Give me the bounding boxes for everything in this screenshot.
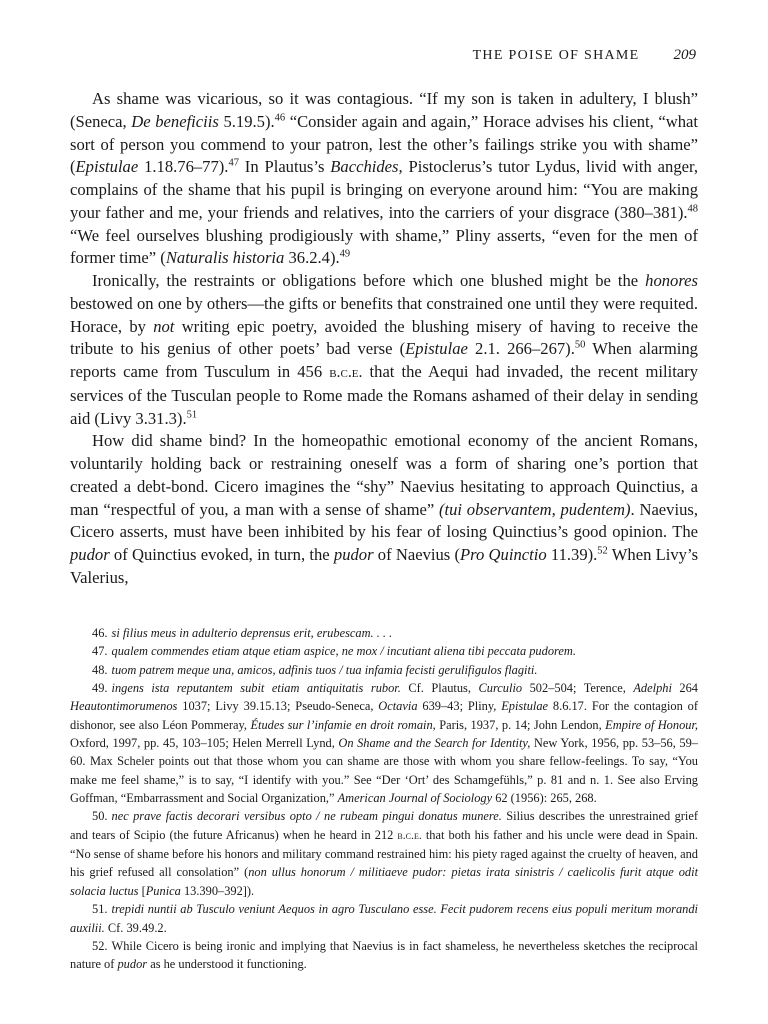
body-paragraph: [70, 270, 698, 430]
italic-text: Curculio: [478, 681, 523, 696]
italic-text: nec prave factis decorari versibus opto / ne rubeam pingui donatus munere.: [111, 809, 502, 824]
page-number: 209: [673, 47, 696, 63]
footnote: [70, 679, 698, 807]
body-paragraph: [70, 88, 698, 270]
text-run: Oxford, 1997, pp. 45, 103–105; Helen Merrell Lynd,: [70, 736, 339, 751]
text-run: 502–504; Terence,: [522, 681, 634, 696]
italic-text: Epistulae: [75, 157, 139, 177]
text-run: 639–43; Pliny,: [417, 699, 502, 714]
text-run: 1037; Livy 39.15.13; Pseudo-Seneca,: [177, 699, 379, 714]
italic-text: (tui observantem, pudentem): [438, 499, 631, 519]
italic-text: American Journal of Sociology: [337, 791, 493, 806]
italic-text: Bacchides,: [330, 157, 403, 177]
footnotes: [70, 624, 698, 974]
text-run: Cf. Plautus,: [400, 681, 479, 696]
italic-text: Punica: [145, 883, 181, 898]
italic-text: pudor: [333, 545, 374, 564]
text-run: “Consider again and again,” Horace advises his client, “what sort of person you commend to your patron, lest the other’s failings strike you with shame” (: [70, 111, 699, 177]
text-run: 36.2.4).: [284, 248, 340, 268]
footnote-number: 50.: [92, 809, 108, 824]
footnote-number: 47.: [92, 644, 108, 659]
footnote-reference: 51: [186, 408, 198, 420]
text-run: 62 (1956): 265, 268.: [492, 791, 597, 806]
italic-text: trepidi nuntii ab Tusculo veniunt Aequos in agro Tusculano esse. Fecit pudorem recens eius populi meritum morandi auxilii.: [70, 902, 698, 935]
text-run: writing epic poetry, avoided the blushing misery of having to receive the tribute to his genius of other poets’ bad verse (: [70, 316, 698, 359]
text-run: as he understood it functioning.: [147, 957, 307, 972]
footnote-reference: 46: [274, 112, 286, 124]
footnote: [70, 624, 698, 642]
footnote: [70, 937, 698, 974]
running-head-title: THE POISE OF SHAME: [472, 48, 640, 63]
italic-text: Epistulae: [501, 699, 549, 714]
text-run: Paris, 1937, p. 14; John Lendon,: [435, 717, 606, 732]
italic-text: Pro Quinctio: [460, 545, 547, 564]
small-caps-text: b.c.e.: [397, 828, 422, 842]
italic-text: pudor: [117, 957, 148, 972]
text-run: 8.6.17. For the contagion of dishonor, see also Léon Pommeray,: [70, 699, 698, 732]
italic-text: pudor: [70, 545, 110, 564]
footnote-reference: 50: [574, 339, 586, 351]
footnote-number: 51.: [92, 902, 108, 917]
text-run: [: [138, 883, 146, 898]
italic-text: Adelphi: [633, 681, 672, 696]
italic-text: qualem commendes etiam atque etiam aspice, ne mox / incutiant aliena tibi peccata pudorem.: [111, 644, 576, 659]
footnote-number: 46.: [92, 626, 108, 640]
body-text: [70, 88, 698, 590]
footnote-reference: 52: [597, 545, 608, 557]
text-run: 2.1. 266–267).: [467, 339, 575, 359]
text-run: of Naevius (: [373, 545, 461, 564]
text-run: When Livy’s Valerius,: [70, 545, 699, 587]
text-run: 5.19.5).: [218, 111, 275, 131]
italic-text: tuom patrem meque una, amicos, adfinis tuos / tua infamia fecisti gerulifigulos flagiti.: [111, 662, 538, 677]
italic-text: Epistulae: [405, 339, 468, 359]
text-run: How did shame bind? In the homeopathic emotional economy of the ancient Romans, voluntarily holding back or restraining oneself was a form of sharing one’s portion that created a debt-bond. Cicero imagines the “shy” Naevius hesitating to approach Quinctius, a man “respectful of you, a man with a sense of shame”: [70, 431, 698, 519]
text-run: Ironically, the restraints or obligations before which one blushed might be the: [92, 271, 646, 290]
italic-text: not: [153, 316, 175, 336]
text-run: Pistoclerus’s tutor Lydus, livid with anger, complains of the shame that his pupil is bringing on everyone around him: “You are making your father and me, your friends and relatives, into the carriers of your disgrace (380–381).: [70, 157, 698, 222]
body-paragraph: [70, 430, 698, 589]
text-run: 1.18.76–77).: [138, 157, 229, 177]
text-run: . Naevius, Cicero asserts, must have been inhibited by his fear of losing Quinctius’s good opinion. The: [70, 499, 698, 542]
text-run: Silius describes the unrestrained grief and tears of Scipio (the future Africanus) when he heard in 212: [70, 809, 698, 842]
text-run: When alarming reports came from Tusculum in 456: [70, 339, 698, 381]
text-run: 11.39).: [546, 545, 598, 564]
footnote-reference: 47: [228, 157, 239, 169]
footnote: [70, 807, 698, 900]
text-run: of Quinctius evoked, in turn, the: [109, 545, 334, 564]
italic-text: Octavia: [378, 699, 418, 714]
footnote-reference: 49: [339, 248, 351, 260]
italic-text: ingens ista reputantem subit etiam antiquitatis rubor.: [111, 681, 401, 696]
italic-text: Empire of Honour,: [605, 717, 699, 732]
italic-text: De beneficiis: [131, 111, 219, 131]
footnote-number: 49.: [92, 681, 108, 696]
italic-text: Heautontimorumenos: [70, 699, 178, 714]
text-run: 264: [671, 681, 699, 696]
italic-text: non ullus honorum / militiaeve pudor: pietas irata sinistris / caelicolis furit atque odit solacia luctus: [70, 865, 699, 898]
text-run: bestowed on one by others—the gifts or benefits that constrained one until they were requited. Horace, by: [70, 293, 698, 336]
footnote: [70, 642, 698, 660]
text-run: Cf. 39.49.2.: [104, 920, 167, 935]
footnote-number: 48.: [92, 662, 108, 677]
footnote: [70, 661, 698, 679]
text-run: As shame was vicarious, so it was contagious. “If my son is taken in adultery, I blush” (Seneca,: [70, 89, 698, 131]
italic-text: On Shame and the Search for Identity,: [338, 736, 531, 751]
text-run: In Plautus’s: [238, 157, 331, 177]
italic-text: Naturalis historia: [165, 248, 285, 268]
text-run: that both his father and his uncle were dead in Spain. “No sense of shame before his honors and military command restrained him: his piety raged against the cruelty of heaven, and his grief refused all consolation” (: [70, 827, 699, 880]
text-run: New York, 1956, pp. 53–56, 59–60. Max Scheler points out that those whom you can shame are those with whom you share fellow-feelings. To say, “You make me feel shame,” is to say, “I identify with you.” See “Der ‘Ort’ des Schamgefühls,” p. 81 and n. 1. See also Erving Goffman, “Embarrassment and Social Organization,”: [70, 736, 698, 806]
text-run: “We feel ourselves blushing prodigiously with shame,” Pliny asserts, “even for the men of former time” (: [70, 225, 698, 268]
text-run: While Cicero is being ironic and implying that Naevius is in fact shameless, he nevertheless sketches the reciprocal nature of: [70, 938, 698, 972]
small-caps-text: b.c.e.: [329, 364, 363, 381]
italic-text: honores: [645, 271, 698, 290]
italic-text: si filius meus in adulterio deprensus erit, erubescam. . . .: [111, 626, 393, 640]
footnote: [70, 900, 698, 937]
footnote-reference: 48: [687, 203, 698, 215]
text-run: 13.390–392]).: [180, 883, 255, 898]
running-head: [70, 47, 696, 64]
text-run: that the Aequi had invaded, the recent military services of the Tusculan people to Rome made the Romans ashamed of their delay in sending aid (Livy 3.31.3).: [70, 362, 698, 428]
italic-text: Études sur l’infamie en droit romain,: [250, 717, 436, 732]
footnote-number: 52.: [92, 938, 108, 953]
